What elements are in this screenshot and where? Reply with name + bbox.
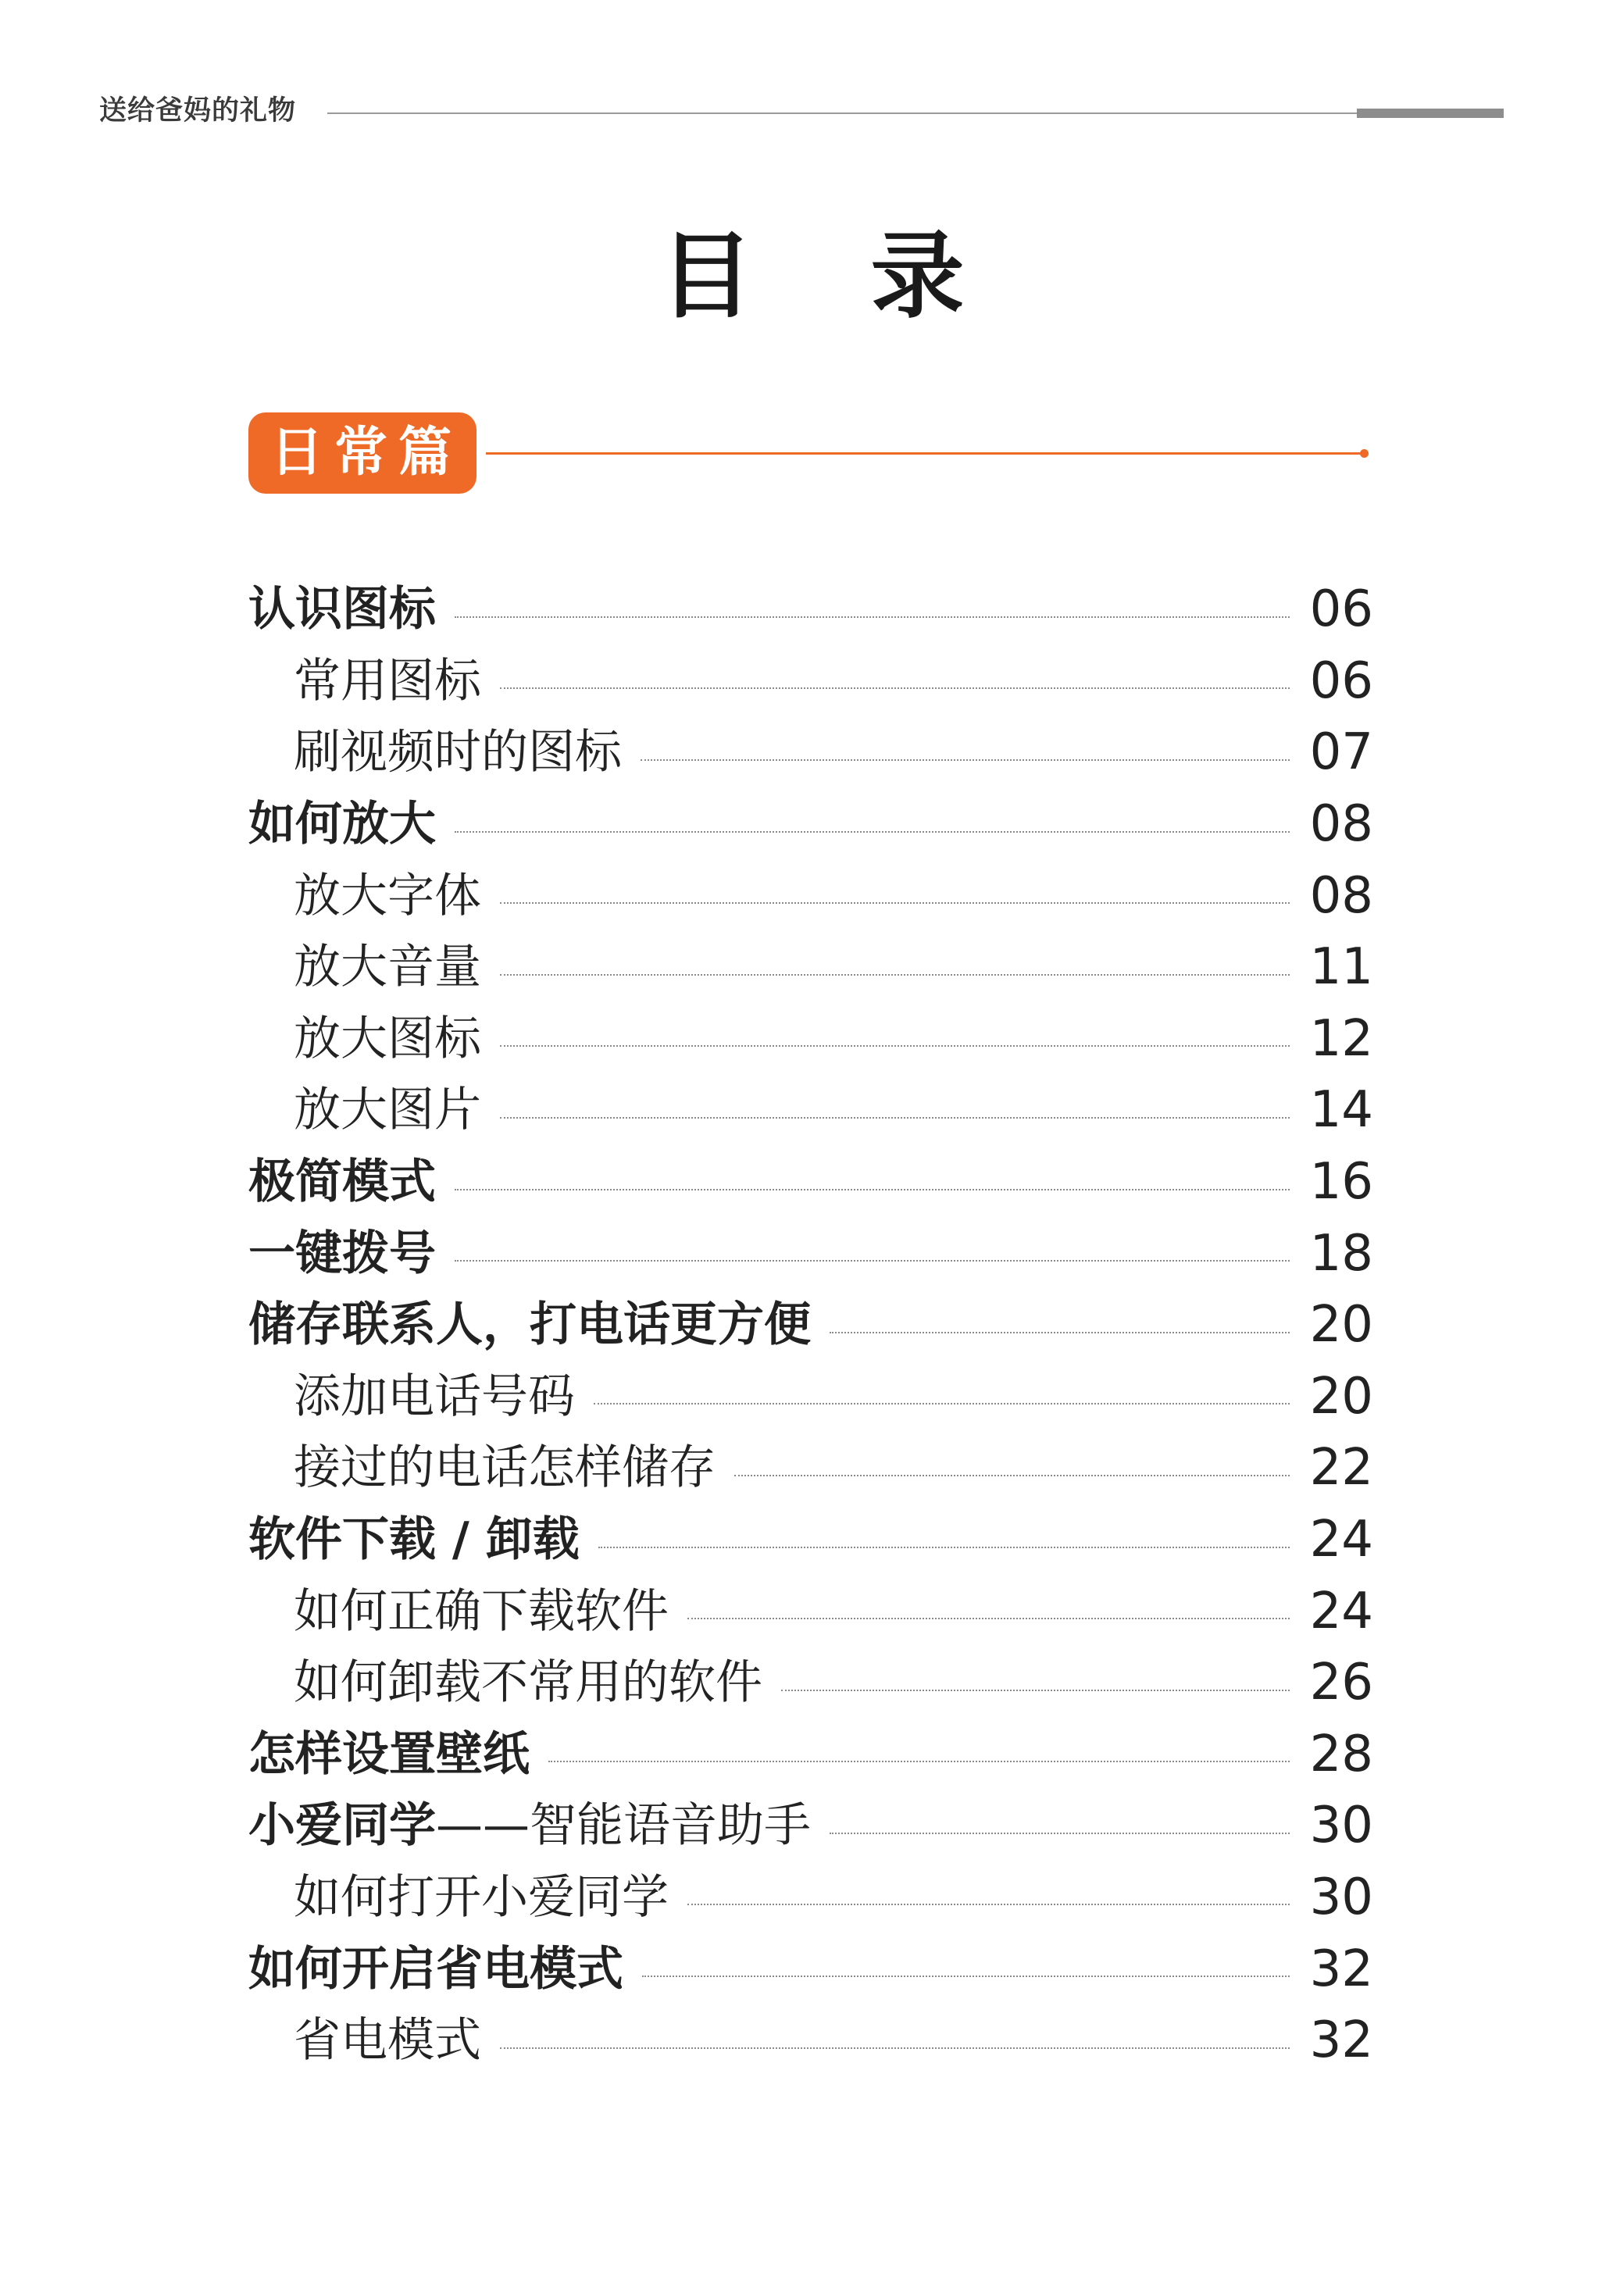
header-bar-accent <box>1357 109 1504 118</box>
running-header-text: 送给爸妈的礼物 <box>99 95 297 127</box>
toc-entry-label: 如何打开小爱同学 <box>294 1869 669 1925</box>
toc-entry-page: 22 <box>1309 1439 1373 1497</box>
toc-entry[interactable] <box>248 1075 1373 1147</box>
toc-entry-page: 20 <box>1309 1296 1373 1355</box>
dot-leader <box>687 1904 1290 1905</box>
dot-leader <box>455 1189 1290 1190</box>
toc-entry[interactable] <box>248 1290 1373 1362</box>
header-rule <box>327 112 1456 114</box>
toc-entry[interactable] <box>248 1147 1373 1219</box>
toc-entry-page: 12 <box>1309 1009 1373 1068</box>
toc-entry-label: 如何开启省电模式 <box>248 1941 623 1997</box>
toc-entry-label: 认识图标 <box>248 582 436 637</box>
dot-leader <box>830 1833 1290 1834</box>
page-title-char-2: 录 <box>870 223 965 331</box>
toc-entry-page: 08 <box>1309 795 1373 854</box>
toc-entry-label: 如何放大 <box>248 797 436 852</box>
toc-entry-page: 30 <box>1309 1797 1373 1855</box>
dot-leader <box>594 1403 1290 1404</box>
toc-entry-page: 06 <box>1309 651 1373 710</box>
page-title <box>0 223 1624 332</box>
toc-entry-page: 18 <box>1309 1224 1373 1283</box>
section-badge: 日常篇 <box>248 412 476 494</box>
dot-leader <box>500 2047 1290 2049</box>
toc-entry-page: 24 <box>1309 1511 1373 1569</box>
toc-entry-page: 14 <box>1309 1081 1373 1140</box>
toc-entry[interactable] <box>248 1004 1373 1076</box>
toc-entry[interactable] <box>248 646 1373 718</box>
toc-entry[interactable] <box>248 1218 1373 1290</box>
toc-entry[interactable] <box>248 932 1373 1004</box>
toc-entry-page: 06 <box>1309 580 1373 639</box>
section-rule <box>486 452 1362 455</box>
toc-entry-page: 16 <box>1309 1153 1373 1212</box>
toc-entry-label: 如何卸载不常用的软件 <box>294 1655 762 1711</box>
toc-entry-label: 软件下载 / 卸载 <box>248 1512 580 1568</box>
toc-entry-page: 20 <box>1309 1367 1373 1426</box>
toc-entry-page: 08 <box>1309 866 1373 925</box>
toc-entry[interactable] <box>248 1862 1373 1934</box>
dot-leader <box>641 759 1290 761</box>
dot-leader <box>455 831 1290 833</box>
dot-leader <box>598 1547 1290 1548</box>
toc-entry-label-bold: 小爱同学 <box>248 1798 436 1854</box>
toc-entry-label: 常用图标 <box>294 653 481 708</box>
toc-entry-label: 放大图片 <box>294 1083 481 1138</box>
table-of-contents <box>248 574 1373 2076</box>
toc-entry-label: 储存联系人，打电话更方便 <box>248 1297 811 1353</box>
dot-leader <box>500 1045 1290 1047</box>
toc-entry-label <box>248 1790 811 1861</box>
toc-entry[interactable] <box>248 789 1373 861</box>
toc-entry[interactable] <box>248 1433 1373 1504</box>
dot-leader <box>734 1475 1290 1476</box>
toc-entry-page: 32 <box>1309 1940 1373 1998</box>
toc-entry-label: 省电模式 <box>294 2013 481 2068</box>
toc-entry-page: 07 <box>1309 723 1373 782</box>
toc-entry-page: 24 <box>1309 1582 1373 1640</box>
toc-entry-label-suffix: ——智能语音助手 <box>436 1798 811 1854</box>
toc-entry-label: 极简模式 <box>248 1155 436 1210</box>
toc-entry-label: 如何正确下载软件 <box>294 1583 669 1639</box>
toc-entry-label: 一键拨号 <box>248 1226 436 1281</box>
dot-leader <box>455 616 1290 618</box>
dot-leader <box>500 902 1290 904</box>
toc-entry-label: 添加电话号码 <box>294 1369 575 1424</box>
toc-entry-label: 怎样设置壁纸 <box>248 1726 530 1782</box>
dot-leader <box>455 1260 1290 1262</box>
toc-entry[interactable] <box>248 717 1373 789</box>
toc-entry[interactable] <box>248 1790 1373 1862</box>
page-title-char-1: 目 <box>659 223 754 331</box>
toc-entry-page: 28 <box>1309 1725 1373 1783</box>
toc-entry[interactable] <box>248 574 1373 646</box>
dot-leader <box>830 1332 1290 1333</box>
dot-leader <box>500 1117 1290 1119</box>
toc-entry-page: 11 <box>1309 938 1373 997</box>
toc-entry-page: 30 <box>1309 1868 1373 1926</box>
toc-entry-label: 放大音量 <box>294 940 481 995</box>
toc-entry-label: 刷视频时的图标 <box>294 725 622 780</box>
toc-entry[interactable] <box>248 1362 1373 1433</box>
dot-leader <box>687 1618 1290 1619</box>
toc-entry[interactable] <box>248 1647 1373 1719</box>
toc-entry-label: 放大字体 <box>294 868 481 923</box>
dot-leader <box>548 1761 1290 1762</box>
dot-leader <box>642 1976 1290 1977</box>
toc-entry-label: 放大图标 <box>294 1011 481 1066</box>
toc-entry[interactable] <box>248 860 1373 932</box>
toc-entry[interactable] <box>248 1504 1373 1576</box>
toc-entry[interactable] <box>248 1719 1373 1791</box>
dot-leader <box>781 1690 1290 1691</box>
section-rule-end-dot <box>1360 449 1369 458</box>
toc-entry[interactable] <box>248 1933 1373 2005</box>
toc-entry-page: 26 <box>1309 1654 1373 1712</box>
toc-entry[interactable] <box>248 2005 1373 2077</box>
dot-leader <box>500 687 1290 689</box>
toc-entry[interactable] <box>248 1576 1373 1647</box>
running-header <box>99 95 1513 127</box>
toc-entry-page: 32 <box>1309 2011 1373 2070</box>
dot-leader <box>500 974 1290 976</box>
section-heading <box>248 412 1369 497</box>
toc-entry-label: 接过的电话怎样储存 <box>294 1440 716 1496</box>
